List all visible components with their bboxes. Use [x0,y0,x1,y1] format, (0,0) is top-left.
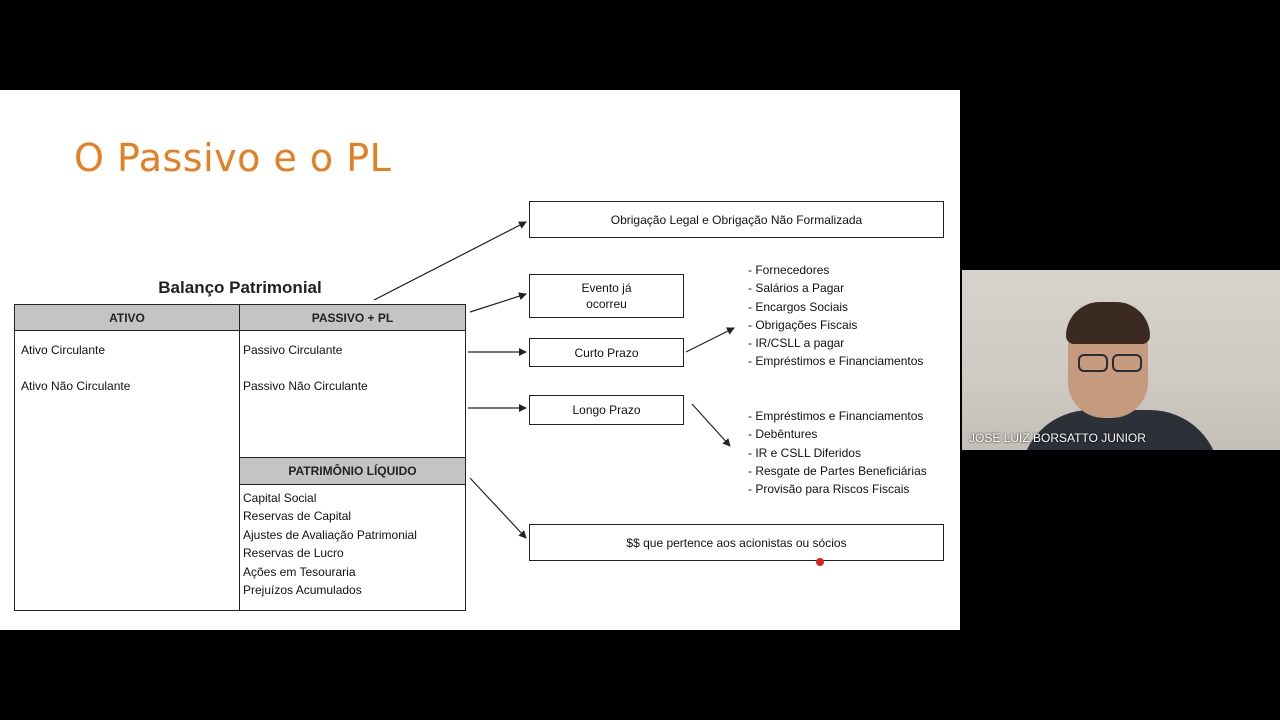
pl-item: Reservas de Lucro [243,546,344,561]
list-item: - Fornecedores [748,261,923,279]
person-hair [1066,302,1150,344]
participant-name: JOSE LUIZ BORSATTO JUNIOR [969,431,1146,445]
list-item: - Debêntures [748,425,927,443]
pl-item: Reservas de Capital [243,509,352,524]
pl-item: Ações em Tesouraria [243,564,356,579]
ativo-item: Ativo Não Circulante [21,379,131,394]
passivo-item: Passivo Circulante [243,343,343,357]
arrow-longo-to-list [692,404,730,446]
pl-list [243,489,417,599]
evento-line-2: ocorreu [586,297,627,311]
list-item: - Empréstimos e Financiamentos [748,352,923,370]
participant-video-tile[interactable] [962,270,1280,450]
arrow-curto-to-list [686,328,734,352]
glasses-icon [1074,354,1146,374]
list-item: - IR e CSLL Diferidos [748,444,927,462]
acionistas-box: $$ que pertence aos acionistas ou sócios [529,524,944,561]
list-item: - Empréstimos e Financiamentos [748,407,927,425]
arrow-to-acionistas [470,478,526,538]
passivo-item: Passivo Não Circulante [243,379,368,394]
balanco-table [14,304,466,611]
passivo-header: PASSIVO + PL [240,305,465,331]
longo-prazo-list [748,407,927,498]
pl-item: Prejuízos Acumulados [243,583,362,598]
ativo-list [21,341,130,396]
list-item: - Obrigações Fiscais [748,316,923,334]
obrigacao-box: Obrigação Legal e Obrigação Não Formalizada [529,201,944,238]
balanco-title: Balanço Patrimonial [158,278,322,297]
list-item: - Salários a Pagar [748,279,923,297]
curto-prazo-list [748,261,923,371]
ativo-item: Ativo Circulante [21,343,106,357]
slide-title: O Passivo e o PL [74,136,392,180]
evento-line-1: Evento já [581,281,632,295]
list-item: - Encargos Sociais [748,298,923,316]
pl-item: Capital Social [243,491,317,505]
list-item: - Provisão para Riscos Fiscais [748,480,927,498]
arrow-to-evento [470,294,526,312]
pl-item: Ajustes de Avaliação Patrimonial [243,527,417,542]
longo-prazo-box: Longo Prazo [529,395,684,425]
pl-header: PATRIMÔNIO LÍQUIDO [240,457,465,485]
evento-box [529,274,684,318]
pointer-cursor-icon [816,558,824,566]
ativo-header: ATIVO [15,305,239,331]
list-item: - IR/CSLL a pagar [748,334,923,352]
curto-prazo-box: Curto Prazo [529,338,684,367]
presentation-slide [0,90,960,630]
list-item: - Resgate de Partes Beneficiárias [748,462,927,480]
passivo-list [243,341,368,396]
